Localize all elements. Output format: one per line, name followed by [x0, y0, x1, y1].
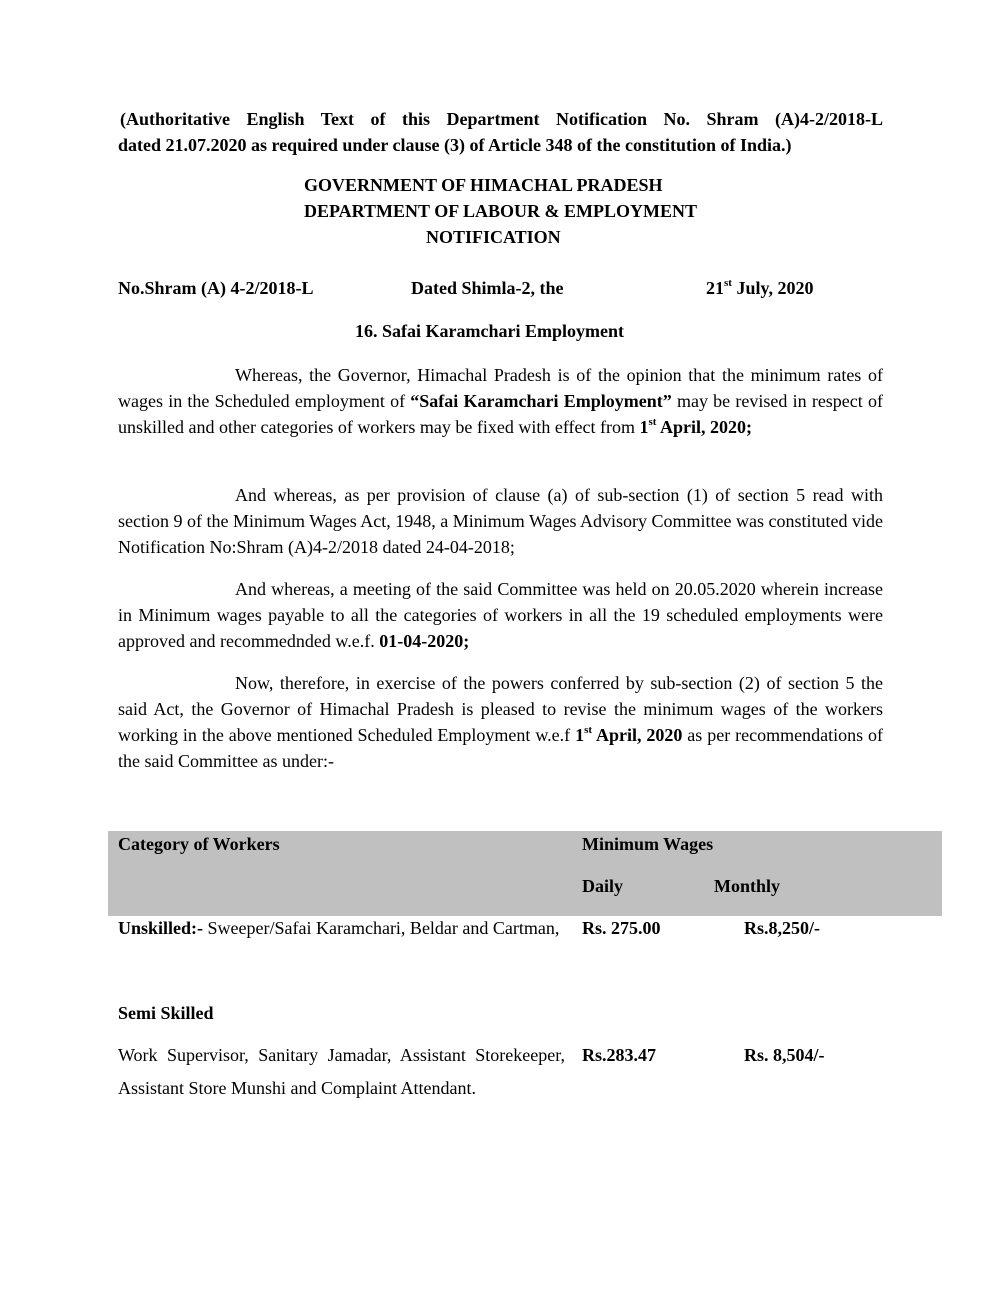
p1-text-a: Whereas, the Governor, Himachal Pradesh is of the opinion that the minimum rates of wages in the Scheduled employment of	[118, 365, 883, 411]
date-ordinal: st	[724, 277, 732, 289]
dated-place: Dated Shimla-2, the	[411, 278, 564, 298]
date-month-year: July, 2020	[731, 278, 814, 298]
p3-effective-date: 01-04-2020;	[379, 631, 470, 651]
p2-text: And whereas, as per provision of clause (a) of sub-section (1) of section 5 read with section 9 of the Minimum Wages Act, 1948, a Minimum Wages Advisory Committee was constituted vide Notification No:Shram (A)4-2/2018 dated 24-04-2018;	[118, 485, 883, 557]
category-cell: Work Supervisor, Sanitary Jamadar, Assistant Storekeeper, Assistant Store Munshi and Complaint Attendant.	[118, 1045, 565, 1098]
paragraph-whereas	[118, 362, 883, 440]
daily-wage-cell: Rs.283.47	[582, 1045, 657, 1065]
p1-text-b: may be revised in respect of unskilled and other categories of workers may be fixed with effect from	[118, 391, 884, 437]
header-monthly: Monthly	[714, 876, 781, 896]
section-heading-semi-skilled: Semi Skilled	[118, 1003, 214, 1023]
subject-heading: 16. Safai Karamchari Employment	[355, 321, 624, 341]
p4-date-ordinal: st	[584, 724, 593, 736]
header-daily: Daily	[582, 876, 624, 896]
notification-heading: NOTIFICATION	[426, 227, 561, 247]
p4-date-day: 1	[575, 725, 585, 745]
category-description: Sweeper/Safai Karamchari, Beldar and Cartman,	[203, 918, 560, 938]
daily-wage-cell: Rs. 275.00	[582, 918, 661, 938]
authoritative-text-note	[118, 106, 883, 158]
p1-date-day: 1	[639, 417, 649, 437]
government-heading: GOVERNMENT OF HIMACHAL PRADESH	[304, 175, 663, 195]
authoritative-note-line-1: (Authoritative English Text of this Department Notification No. Shram (A)4-2/2018-L	[120, 109, 883, 129]
p3-text: And whereas, a meeting of the said Committee was held on 20.05.2020 wherein increase in Minimum wages payable to all the categories of workers in all the 19 scheduled employments were approved and recommednded w.e.f.	[118, 579, 883, 651]
p1-date-ordinal: st	[648, 416, 657, 428]
department-heading: DEPARTMENT OF LABOUR & EMPLOYMENT	[304, 201, 698, 221]
category-label: Unskilled:-	[118, 918, 204, 938]
monthly-wage-cell: Rs.8,250/-	[744, 918, 820, 938]
minimum-wages-table	[108, 831, 942, 1098]
p1-date-rest: April, 2020;	[656, 417, 752, 437]
header-category-of-workers: Category of Workers	[118, 834, 280, 854]
p4-date-rest: April, 2020	[592, 725, 683, 745]
paragraph-and-whereas-committee	[118, 482, 883, 560]
header-minimum-wages: Minimum Wages	[582, 834, 714, 854]
paragraph-now-therefore	[118, 670, 883, 774]
p4-text-a: Now, therefore, in exercise of the powers conferred by sub-section (2) of section 5 the said Act, the Governor of Himachal Pradesh is pleased to revise the minimum wages of the workers working in the above mentioned Scheduled Employment w.e.f	[118, 673, 883, 745]
notification-number: No.Shram (A) 4-2/2018-L	[118, 278, 314, 298]
p1-employment-name: “Safai Karamchari Employment”	[410, 391, 672, 411]
p4-text-b: as per recommendations of the said Committee as under:-	[118, 725, 883, 771]
category-cell	[118, 912, 565, 945]
notification-date	[706, 278, 813, 299]
paragraph-and-whereas-meeting	[118, 576, 883, 654]
monthly-wage-cell: Rs. 8,504/-	[744, 1045, 825, 1065]
authoritative-note-line-2: dated 21.07.2020 as required under clause (3) of Article 348 of the constitution of India.)	[118, 135, 792, 155]
table-header	[108, 831, 942, 916]
date-day: 21	[706, 278, 724, 298]
